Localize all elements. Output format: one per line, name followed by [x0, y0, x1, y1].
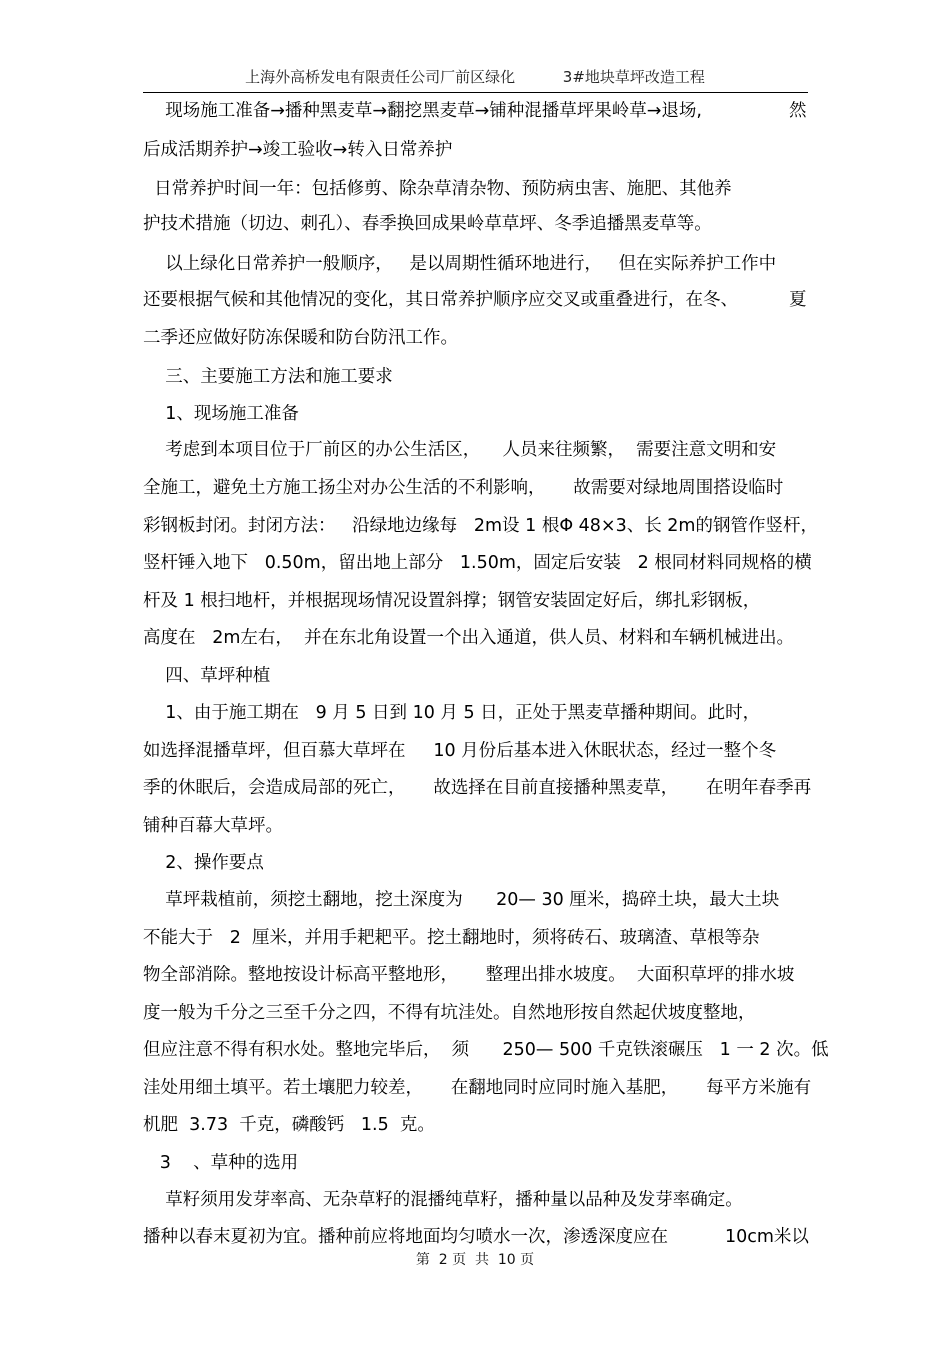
paragraph-line: 后成活期养护→竣工验收→转入日常养护: [143, 140, 453, 160]
paragraph-line: 度一般为千分之三至千分之四，不得有坑洼处。自然地形按自然起伏坡度整地，: [143, 1003, 756, 1023]
paragraph-line: 日常养护时间一年：包括修剪、除杂草清杂物、预防病虫害、施肥、其他养: [143, 179, 732, 199]
subsection-heading: 3 、草种的选用: [143, 1153, 299, 1173]
paragraph-line: 还要根据气候和其他情况的变化，其日常养护顺序应交叉或重叠进行，在冬、: [143, 290, 738, 310]
paragraph-line: 铺种百幕大草坪。: [143, 816, 283, 836]
paragraph-line: 季的休眠后，会造成局部的死亡， 故选择在目前直接播种黑麦草， 在明年春季再: [143, 778, 812, 798]
header-divider: [143, 92, 808, 93]
paragraph-line: 现场施工准备→播种黑麦草→翻挖黑麦草→铺种混播草坪果岭草→退场,: [143, 101, 702, 121]
section-heading: 四、草坪种植: [143, 666, 271, 686]
paragraph-line: 以上绿化日常养护一般顺序， 是以周期性循环地进行， 但在实际养护工作中: [143, 254, 777, 274]
paragraph-line: 如选择混播草坪，但百慕大草坪在 10 月份后基本进入休眠状态，经过一整个冬: [143, 741, 777, 761]
page-header: 上海外高桥发电有限责任公司厂前区绿化 3#地块草坪改造工程: [245, 68, 705, 86]
paragraph-line: 1、由于施工期在 9 月 5 日到 10 月 5 日，正处于黑麦草播种期间。此时，: [143, 703, 761, 723]
paragraph-line: 高度在 2m左右， 并在东北角设置一个出入通道，供人员、材料和车辆机械进出。: [143, 628, 794, 648]
paragraph-line: 杆及 1 根扫地杆，并根据现场情况设置斜撑；钢管安装固定好后，绑扎彩钢板，: [143, 591, 761, 611]
paragraph-line: 考虑到本项目位于厂前区的办公生活区， 人员来往频繁， 需要注意文明和安: [143, 440, 777, 460]
subsection-heading: 1、现场施工准备: [143, 404, 299, 424]
paragraph-line: 洼处用细土填平。若土壤肥力较差， 在翻地同时应同时施入基肥， 每平方米施有: [143, 1078, 812, 1098]
paragraph-line: 护技术措施（切边、刺孔）、春季换回成果岭草草坪、冬季追播黑麦草等。: [143, 214, 712, 234]
paragraph-line-end: 10cm米以: [725, 1227, 809, 1247]
subsection-heading: 2、操作要点: [143, 853, 264, 873]
paragraph-line-end: 然: [789, 101, 807, 121]
page-number: 第 2 页 共 10 页: [415, 1252, 535, 1268]
paragraph-line-end: 夏: [789, 290, 807, 310]
paragraph-line: 播种以春末夏初为宜。播种前应将地面均匀喷水一次，渗透深度应在: [143, 1227, 668, 1247]
paragraph-line: 机肥 3.73 千克，磷酸钙 1.5 克。: [143, 1115, 435, 1135]
section-heading: 三、主要施工方法和施工要求: [143, 367, 393, 387]
paragraph-line: 草籽须用发芽率高、无杂草籽的混播纯草籽，播种量以品种及发芽率确定。: [143, 1190, 743, 1210]
paragraph-line: 草坪栽植前，须挖土翻地，挖土深度为 20— 30 厘米，捣碎土块，最大土块: [143, 890, 780, 910]
paragraph-line: 全施工，避免土方施工扬尘对办公生活的不利影响， 故需要对绿地周围搭设临时: [143, 478, 784, 498]
paragraph-line: 彩钢板封闭。封闭方法： 沿绿地边缘每 2m设 1 根Φ 48×3、长 2m的钢管作竖杆，: [143, 516, 818, 536]
paragraph-line: 物全部消除。整地按设计标高平整地形， 整理出排水坡度。 大面积草坪的排水坡: [143, 965, 795, 985]
paragraph-line: 竖杆锤入地下 0.50m，留出地上部分 1.50m，固定后安装 2 根同材料同规格的横: [143, 553, 812, 573]
paragraph-line: 但应注意不得有积水处。整地完毕后， 须 250— 500 千克铁滚碾压 1 一 2 次。低: [143, 1040, 829, 1060]
paragraph-line: 二季还应做好防冻保暖和防台防汛工作。: [143, 328, 458, 348]
paragraph-line: 不能大于 2 厘米，并用手耙耙平。挖土翻地时，须将砖石、玻璃渣、草根等杂: [143, 928, 760, 948]
